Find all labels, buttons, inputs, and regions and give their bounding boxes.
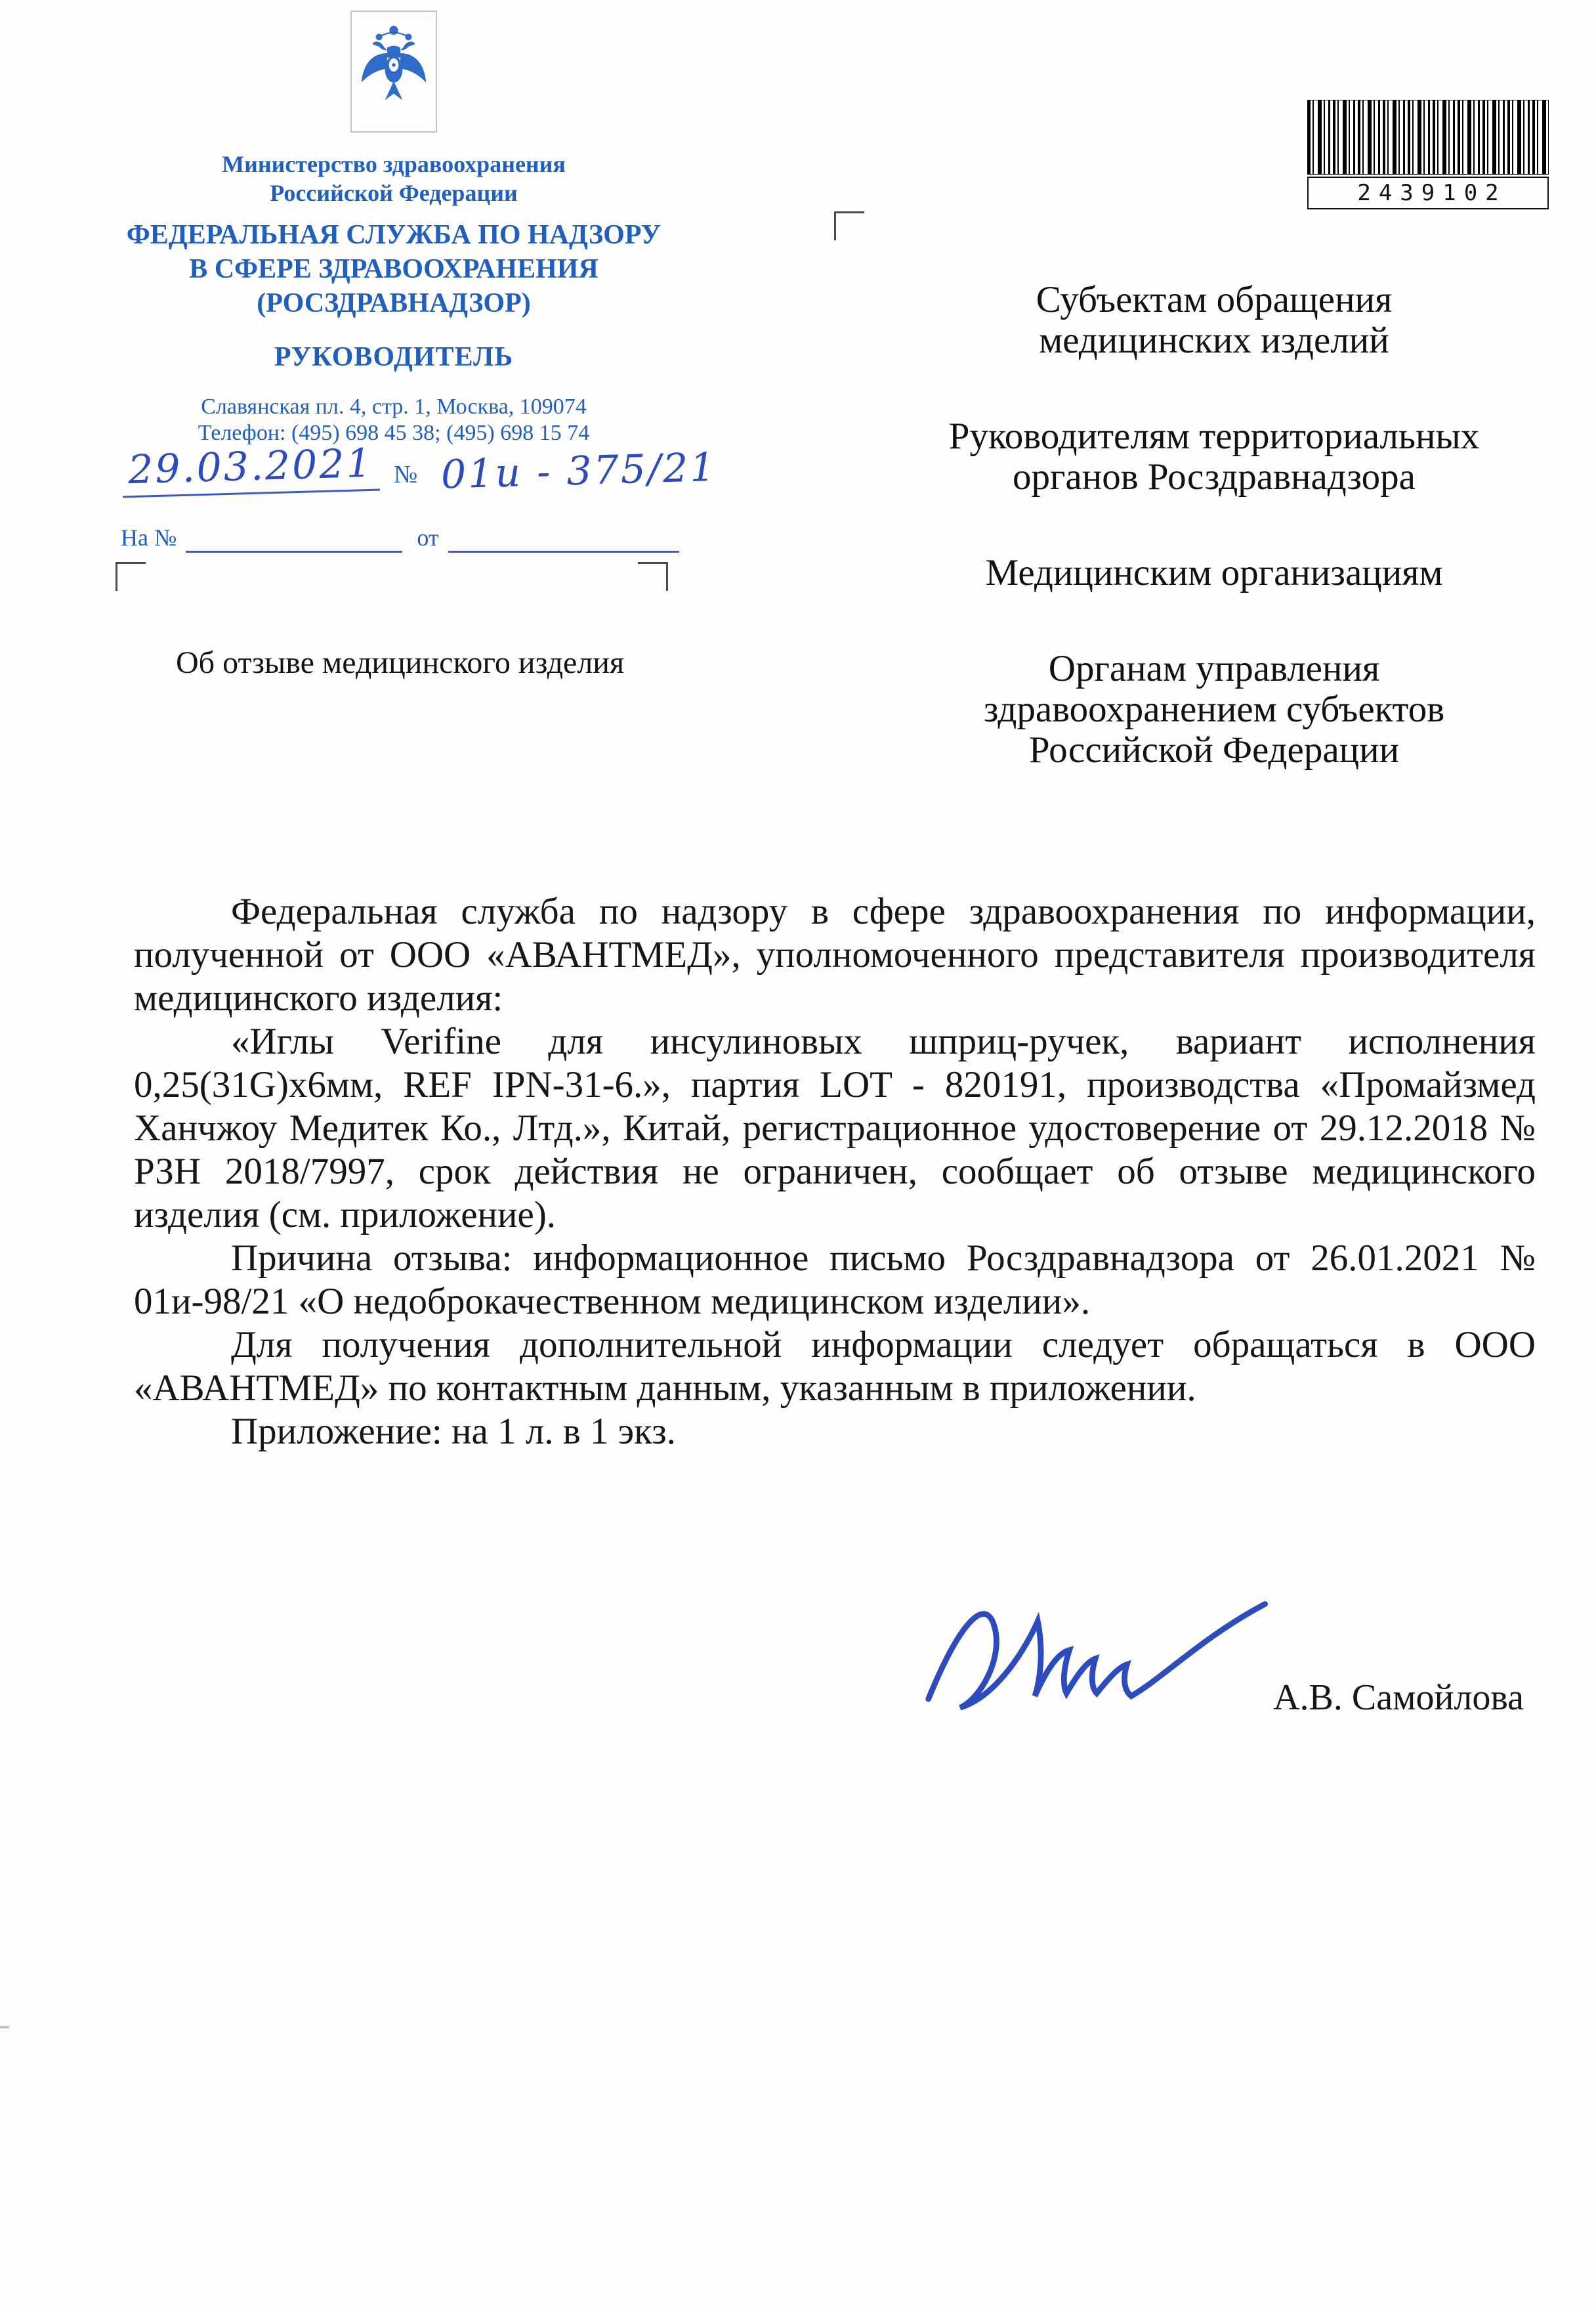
addressee-group — [848, 280, 1580, 361]
addressee-line: медицинских изделий — [1039, 320, 1389, 361]
signature-block — [134, 1573, 1536, 1763]
addressee-line: здравоохранением субъектов — [983, 689, 1445, 730]
barcode-bars-icon — [1307, 100, 1549, 175]
corner-mark — [638, 562, 668, 591]
postal-address: Славянская пл. 4, стр. 1, Москва, 109074 — [201, 395, 587, 419]
agency-line-3: (РОСЗДРАВНАДЗОР) — [257, 288, 531, 318]
ministry-line-1: Министерство здравоохранения — [222, 151, 566, 177]
addressee-line: Субъектам обращения — [1036, 279, 1393, 320]
ref-label-na: На № — [121, 525, 177, 551]
outgoing-ref-row — [122, 440, 883, 498]
incoming-ref-row — [121, 524, 679, 553]
addressee-line: Органам управления — [1048, 648, 1380, 689]
agency-line-1: ФЕДЕРАЛЬНАЯ СЛУЖБА ПО НАДЗОРУ — [126, 220, 662, 250]
body-paragraph: Для получения дополнительной информации следует обращаться в ООО «АВАНТМЕД» по контактным данным, указанным в приложении. — [134, 1324, 1536, 1409]
handwritten-date: 29.03.2021 — [121, 440, 380, 498]
ref-blank-line-1 — [186, 525, 402, 553]
barcode-number: 2439102 — [1307, 177, 1549, 209]
handwritten-signature-icon — [908, 1578, 1282, 1736]
contact-block — [98, 394, 689, 446]
handwritten-outgoing-number: 01и - 375/21 — [440, 444, 718, 498]
letter-body — [134, 890, 1536, 1453]
scan-artifact — [0, 2026, 9, 2028]
coat-of-arms-icon — [350, 11, 437, 133]
addressee-line: органов Росздравнадзора — [1013, 456, 1416, 498]
letter-subject: Об отзыве медицинского изделия — [176, 645, 625, 680]
ministry-name — [98, 150, 689, 207]
corner-mark — [116, 562, 146, 591]
addressee-line: Российской Федерации — [1028, 729, 1400, 771]
body-paragraph: «Иглы Verifine для инсулиновых шприц-ручек, вариант исполнения 0,25(31G)х6мм, REF IPN-31-6.», партия LOT - 820191, производства «Промайзмед Ханчжоу Медитек Ко., Лтд.», Китай, регистрационное удостоверение от 29.12.2018 № РЗН 2018/7997, срок действия не ограничен, сообщает об отзыве медицинского изделия (см. приложение). — [134, 1021, 1536, 1235]
addressee-group — [848, 553, 1580, 593]
number-sign: № — [394, 461, 418, 488]
addressee-group — [848, 416, 1580, 498]
body-paragraph: Федеральная служба по надзору в сфере здравоохранения по информации, полученной от ООО «АВАНТМЕД», уполномоченного представителя производителя медицинского изделия: — [134, 891, 1536, 1019]
ref-blank-line-2 — [448, 525, 679, 553]
agency-line-2: В СФЕРЕ ЗДРАВООХРАНЕНИЯ — [189, 254, 598, 284]
signer-position: РУКОВОДИТЕЛЬ — [274, 342, 514, 372]
body-paragraph: Причина отзыва: информационное письмо Росздравнадзора от 26.01.2021 № 01и-98/21 «О недоброкачественном медицинском изделии». — [134, 1237, 1536, 1322]
attachment-note: Приложение: на 1 л. в 1 экз. — [231, 1411, 676, 1452]
addressee-list — [848, 280, 1580, 826]
agency-name — [79, 218, 709, 320]
ministry-line-2: Российской Федерации — [270, 180, 518, 206]
signer-name: А.В. Самойлова — [1273, 1677, 1524, 1718]
registration-barcode — [1307, 100, 1549, 209]
addressee-line: Медицинским организациям — [985, 552, 1443, 593]
addressee-line: Руководителям территориальных — [948, 416, 1480, 457]
ref-label-ot: от — [417, 525, 439, 551]
corner-mark — [834, 211, 864, 240]
addressee-group — [848, 649, 1580, 771]
phone-numbers: Телефон: (495) 698 45 38; (495) 698 15 74 — [198, 421, 590, 445]
